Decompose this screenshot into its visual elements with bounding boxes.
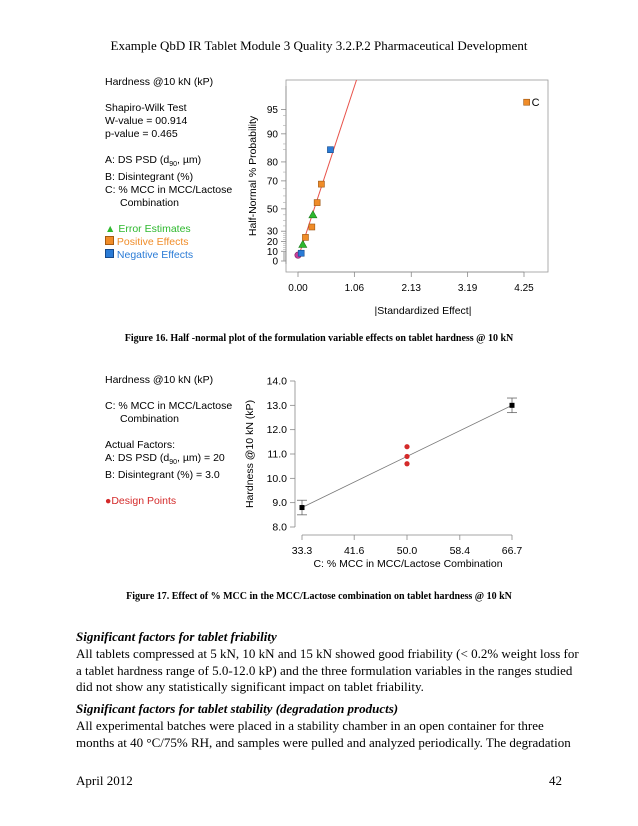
y-tick-label: 70 [266,176,278,188]
x-tick-label: 41.6 [343,545,365,557]
fig16-factor-b: B: Disintegrant (%) [105,171,194,184]
fig16-w-value: W-value = 00.914 [105,115,188,127]
y-tick-label: 0 [272,256,278,268]
y-tick-label: 12.0 [266,424,287,437]
orange-square-icon [105,236,114,245]
fig17-factor-b: B: Disintegrant (%) = 3.0 [105,469,220,482]
fig17-response: Hardness @10 kN (kP) [105,374,214,386]
friability-paragraph [76,646,606,696]
effect-points [295,97,540,258]
design-point [404,454,409,459]
page-header: Example QbD IR Tablet Module 3 Quality 3.2.P.2 Pharmaceutical Development [110,38,528,53]
paragraph-line: months at 40 °C/75% RH, and samples were pulled and analyzed periodically. The degradation [76,734,571,750]
stability-paragraph [76,718,606,751]
paragraph-line: All tablets compressed at 5 kN, 10 kN and 15 kN showed good friability (< 0.2% weight loss for [76,646,579,661]
y-tick-label: 11.0 [267,448,287,461]
legend-positive-effects: Positive Effects [105,236,232,249]
design-point [404,461,409,466]
y-axis-label: Half-Normal % Probability [247,115,259,237]
y-tick-label: 10 [266,246,278,258]
fig16-factor-c: C: % MCC in MCC/Lactose [105,184,233,197]
legend-error-estimates: ▲ Error Estimates [105,223,191,236]
error-estimate-point [309,211,317,218]
dot-icon: ● [105,495,112,508]
fig17-actual-factors: Actual Factors: [105,439,176,451]
point-label-c: C [531,97,540,110]
x-axis-label: C: % MCC in MCC/Lactose Combination [313,558,503,570]
figure16-caption: Figure 16. Half -normal plot of the formulation variable effects on tablet hardness @ 10 kN [124,333,514,344]
x-tick-label: 2.13 [401,283,422,294]
fig16-test-name: Shapiro-Wilk Test [105,102,187,114]
x-tick-label: 58.4 [449,545,471,557]
predicted-point [510,403,515,408]
fig16-factor-a: A: DS PSD ($d_{90}$, µm) [105,154,202,169]
fig16-p-value: p-value = 0.465 [105,128,178,140]
hardness-effect-plot [240,372,560,577]
stability-heading: Significant factors for tablet stability (degradation products) [76,701,399,716]
x-axis [292,535,523,557]
y-tick-label: 95 [266,104,278,116]
fig16-factor-c-cont: Combination [120,197,179,210]
x-tick-label: 0.00 [288,283,308,294]
positive-effect-point [318,181,324,187]
blue-square-icon [105,249,114,258]
fig17-factor-a: A: DS PSD ($d_{90}$, µm) = 20 [105,452,225,467]
paragraph-line: All experimental batches were placed in a stability chamber in an open container for three [76,718,544,733]
fig16-response: Hardness @10 kN (kP) [105,76,214,88]
fig16-notes [105,76,232,262]
y-tick-label: 10.0 [266,472,287,485]
negative-effect-point [327,147,333,153]
fig17-factor-c-cont: Combination [120,413,179,425]
y-tick-label: 90 [266,129,278,141]
legend-negative-effects: Negative Effects [105,249,232,262]
page-number: 42 [549,773,562,788]
error-estimate-point [299,240,307,247]
positive-effect-point [302,234,308,240]
negative-effect-point [298,250,304,256]
legend-design-points: ●Design Points [105,495,177,508]
x-tick-label: 66.7 [501,545,523,557]
triangle-icon: ▲ [105,223,116,236]
x-tick-label: 33.3 [291,545,313,557]
x-tick-label: 4.25 [514,283,534,294]
friability-heading: Significant factors for tablet friability [76,629,277,644]
fit-line [298,80,356,258]
x-tick-label: 50.0 [396,545,418,557]
paragraph-line: did not show any statistically significant impact on tablet friability. [76,679,424,694]
x-axis-label: |Standardized Effect| [374,305,472,317]
positive-effect-point [524,99,530,105]
y-tick-label: 13.0 [266,399,287,412]
positive-effect-point [314,200,320,206]
positive-effect-point [309,224,315,230]
x-tick-label: 1.06 [344,283,365,294]
fig17-factor-c: C: % MCC in MCC/Lactose [105,400,233,412]
y-tick-label: 9.0 [272,497,287,510]
y-tick-label: 30 [266,226,278,238]
y-axis-label: Hardness @10 kN (kP) [244,399,256,509]
x-tick-label: 3.19 [457,283,478,294]
fig17-notes [105,374,232,508]
figure17-caption: Figure 17. Effect of % MCC in the MCC/Lactose combination on tablet hardness @ 10 kN [126,591,512,602]
y-tick-label: 50 [266,204,278,216]
design-points [404,444,409,466]
y-tick-label: 20 [266,236,278,248]
design-point [404,444,409,449]
footer-date: April 2012 [76,773,133,788]
y-axis [267,86,286,268]
y-tick-label: 80 [266,157,278,169]
predicted-point [300,505,305,510]
y-tick-label: 8.0 [272,521,287,534]
y-axis [267,376,295,534]
x-axis [288,272,534,294]
half-normal-plot [240,78,560,323]
y-tick-label: 14.0 [266,375,287,388]
paragraph-line: a tablet hardness range of 5.0-12.0 kP) and the three formulation variables in the ranges studied [76,662,573,678]
